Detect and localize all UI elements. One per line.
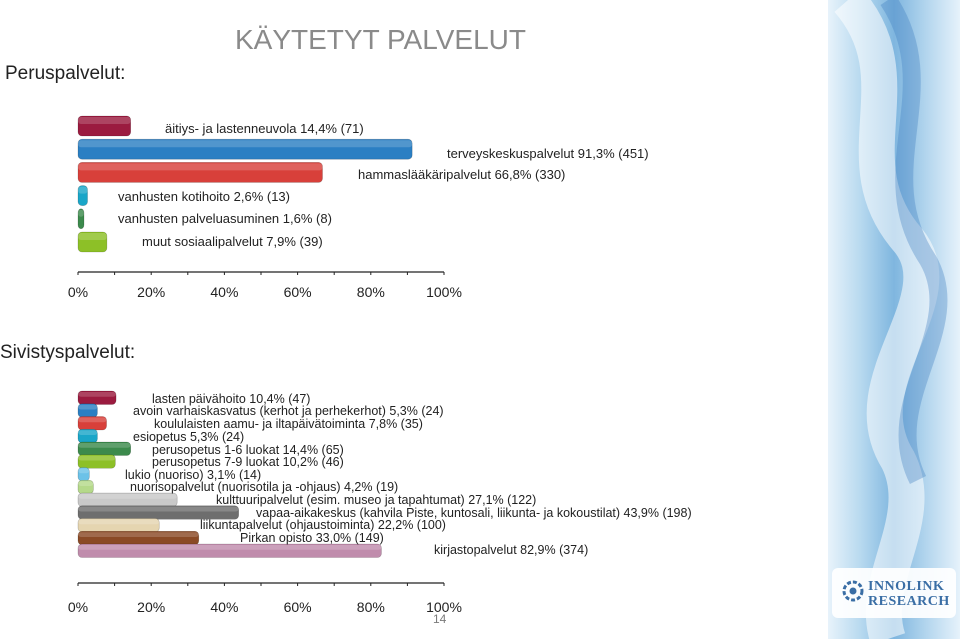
bar-label-1-1: avoin varhaiskasvatus (kerhot ja perhekerhot) 5,3% (24) (133, 404, 444, 418)
bar-highlight-1-7 (78, 481, 93, 486)
bar-highlight-1-3 (78, 430, 97, 435)
bar-label-0-5: muut sosiaalipalvelut 7,9% (39) (142, 234, 323, 249)
bar-label-1-12: kirjastopalvelut 82,9% (374) (434, 543, 589, 557)
x-tick-label-1-4: 80% (356, 599, 385, 615)
bar-label-1-7: nuorisopalvelut (nuorisotila ja -ohjaus) 4,2% (19) (130, 480, 399, 494)
x-tick-label-1-1: 20% (137, 599, 166, 615)
bar-highlight-0-3 (78, 187, 88, 194)
x-tick-label-0-1: 20% (137, 284, 166, 300)
x-tick-label-1-3: 60% (283, 599, 312, 615)
section-label-sivistyspalvelut: Sivistyspalvelut: (0, 342, 136, 363)
bar-label-1-8: kulttuuripalvelut (esim. museo ja tapahtumat) 27,1% (122) (216, 493, 537, 507)
bar-highlight-1-10 (78, 520, 159, 525)
bar-label-1-2: koululaisten aamu- ja iltapäivätoiminta 7,8% (35) (154, 417, 423, 431)
x-tick-label-1-0: 0% (67, 599, 89, 615)
bar-label-0-3: vanhusten kotihoito 2,6% (13) (118, 189, 290, 204)
bar-highlight-0-5 (78, 233, 107, 240)
x-tick-label-1-2: 40% (210, 599, 239, 615)
bar-highlight-1-5 (78, 456, 115, 461)
x-tick-label-0-0: 0% (67, 284, 89, 300)
logo-text-line2: RESEARCH (868, 594, 950, 609)
bar-highlight-1-4 (78, 443, 131, 448)
page-number: 14 (433, 612, 447, 626)
x-tick-label-0-4: 80% (356, 284, 385, 300)
x-tick-label-0-5: 100% (426, 284, 462, 300)
bar-highlight-1-8 (78, 494, 177, 499)
bar-label-1-0: lasten päivähoito 10,4% (47) (152, 392, 311, 406)
bar-label-1-4: perusopetus 1-6 luokat 14,4% (65) (152, 443, 344, 457)
bar-highlight-0-4 (78, 210, 84, 217)
bar-highlight-1-0 (78, 392, 116, 397)
bar-label-1-6: lukio (nuoriso) 3,1% (14) (125, 468, 262, 482)
bar-highlight-1-2 (78, 418, 107, 423)
bar-label-0-4: vanhusten palveluasuminen 1,6% (8) (118, 211, 332, 226)
section-label-peruspalvelut: Peruspalvelut: (5, 63, 126, 84)
innolink-logo-icon (842, 580, 864, 602)
bar-label-1-5: perusopetus 7-9 luokat 10,2% (46) (152, 455, 344, 469)
bar-label-0-1: terveyskeskuspalvelut 91,3% (451) (447, 146, 649, 161)
bar-highlight-1-12 (78, 545, 381, 550)
bar-highlight-0-0 (78, 117, 131, 124)
bar-highlight-0-2 (78, 163, 322, 170)
x-tick-label-1-5: 100% (426, 599, 462, 615)
bar-highlight-0-1 (78, 140, 412, 147)
bar-label-0-2: hammaslääkäripalvelut 66,8% (330) (358, 167, 566, 182)
decorative-sidebar-image (828, 0, 960, 639)
x-tick-label-0-2: 40% (210, 284, 239, 300)
bar-label-1-9: vapaa-aikakeskus (kahvila Piste, kuntosali, liikunta- ja kokoustilat) 43,9% (198) (256, 506, 692, 520)
bar-highlight-1-6 (78, 469, 89, 474)
logo-text-line1: INNOLINK (868, 579, 945, 594)
bar-highlight-1-9 (78, 507, 239, 512)
bar-label-1-10: liikuntapalvelut (ohjaustoiminta) 22,2% (100) (200, 518, 446, 532)
bar-highlight-1-11 (78, 532, 199, 537)
bar-highlight-1-1 (78, 405, 97, 410)
bar-label-1-3: esiopetus 5,3% (24) (133, 430, 245, 444)
page-title: KÄYTETYT PALVELUT (235, 24, 526, 55)
bar-label-1-11: Pirkan opisto 33,0% (149) (240, 531, 384, 545)
bar-label-0-0: äitiys- ja lastenneuvola 14,4% (71) (165, 121, 364, 136)
x-tick-label-0-3: 60% (283, 284, 312, 300)
